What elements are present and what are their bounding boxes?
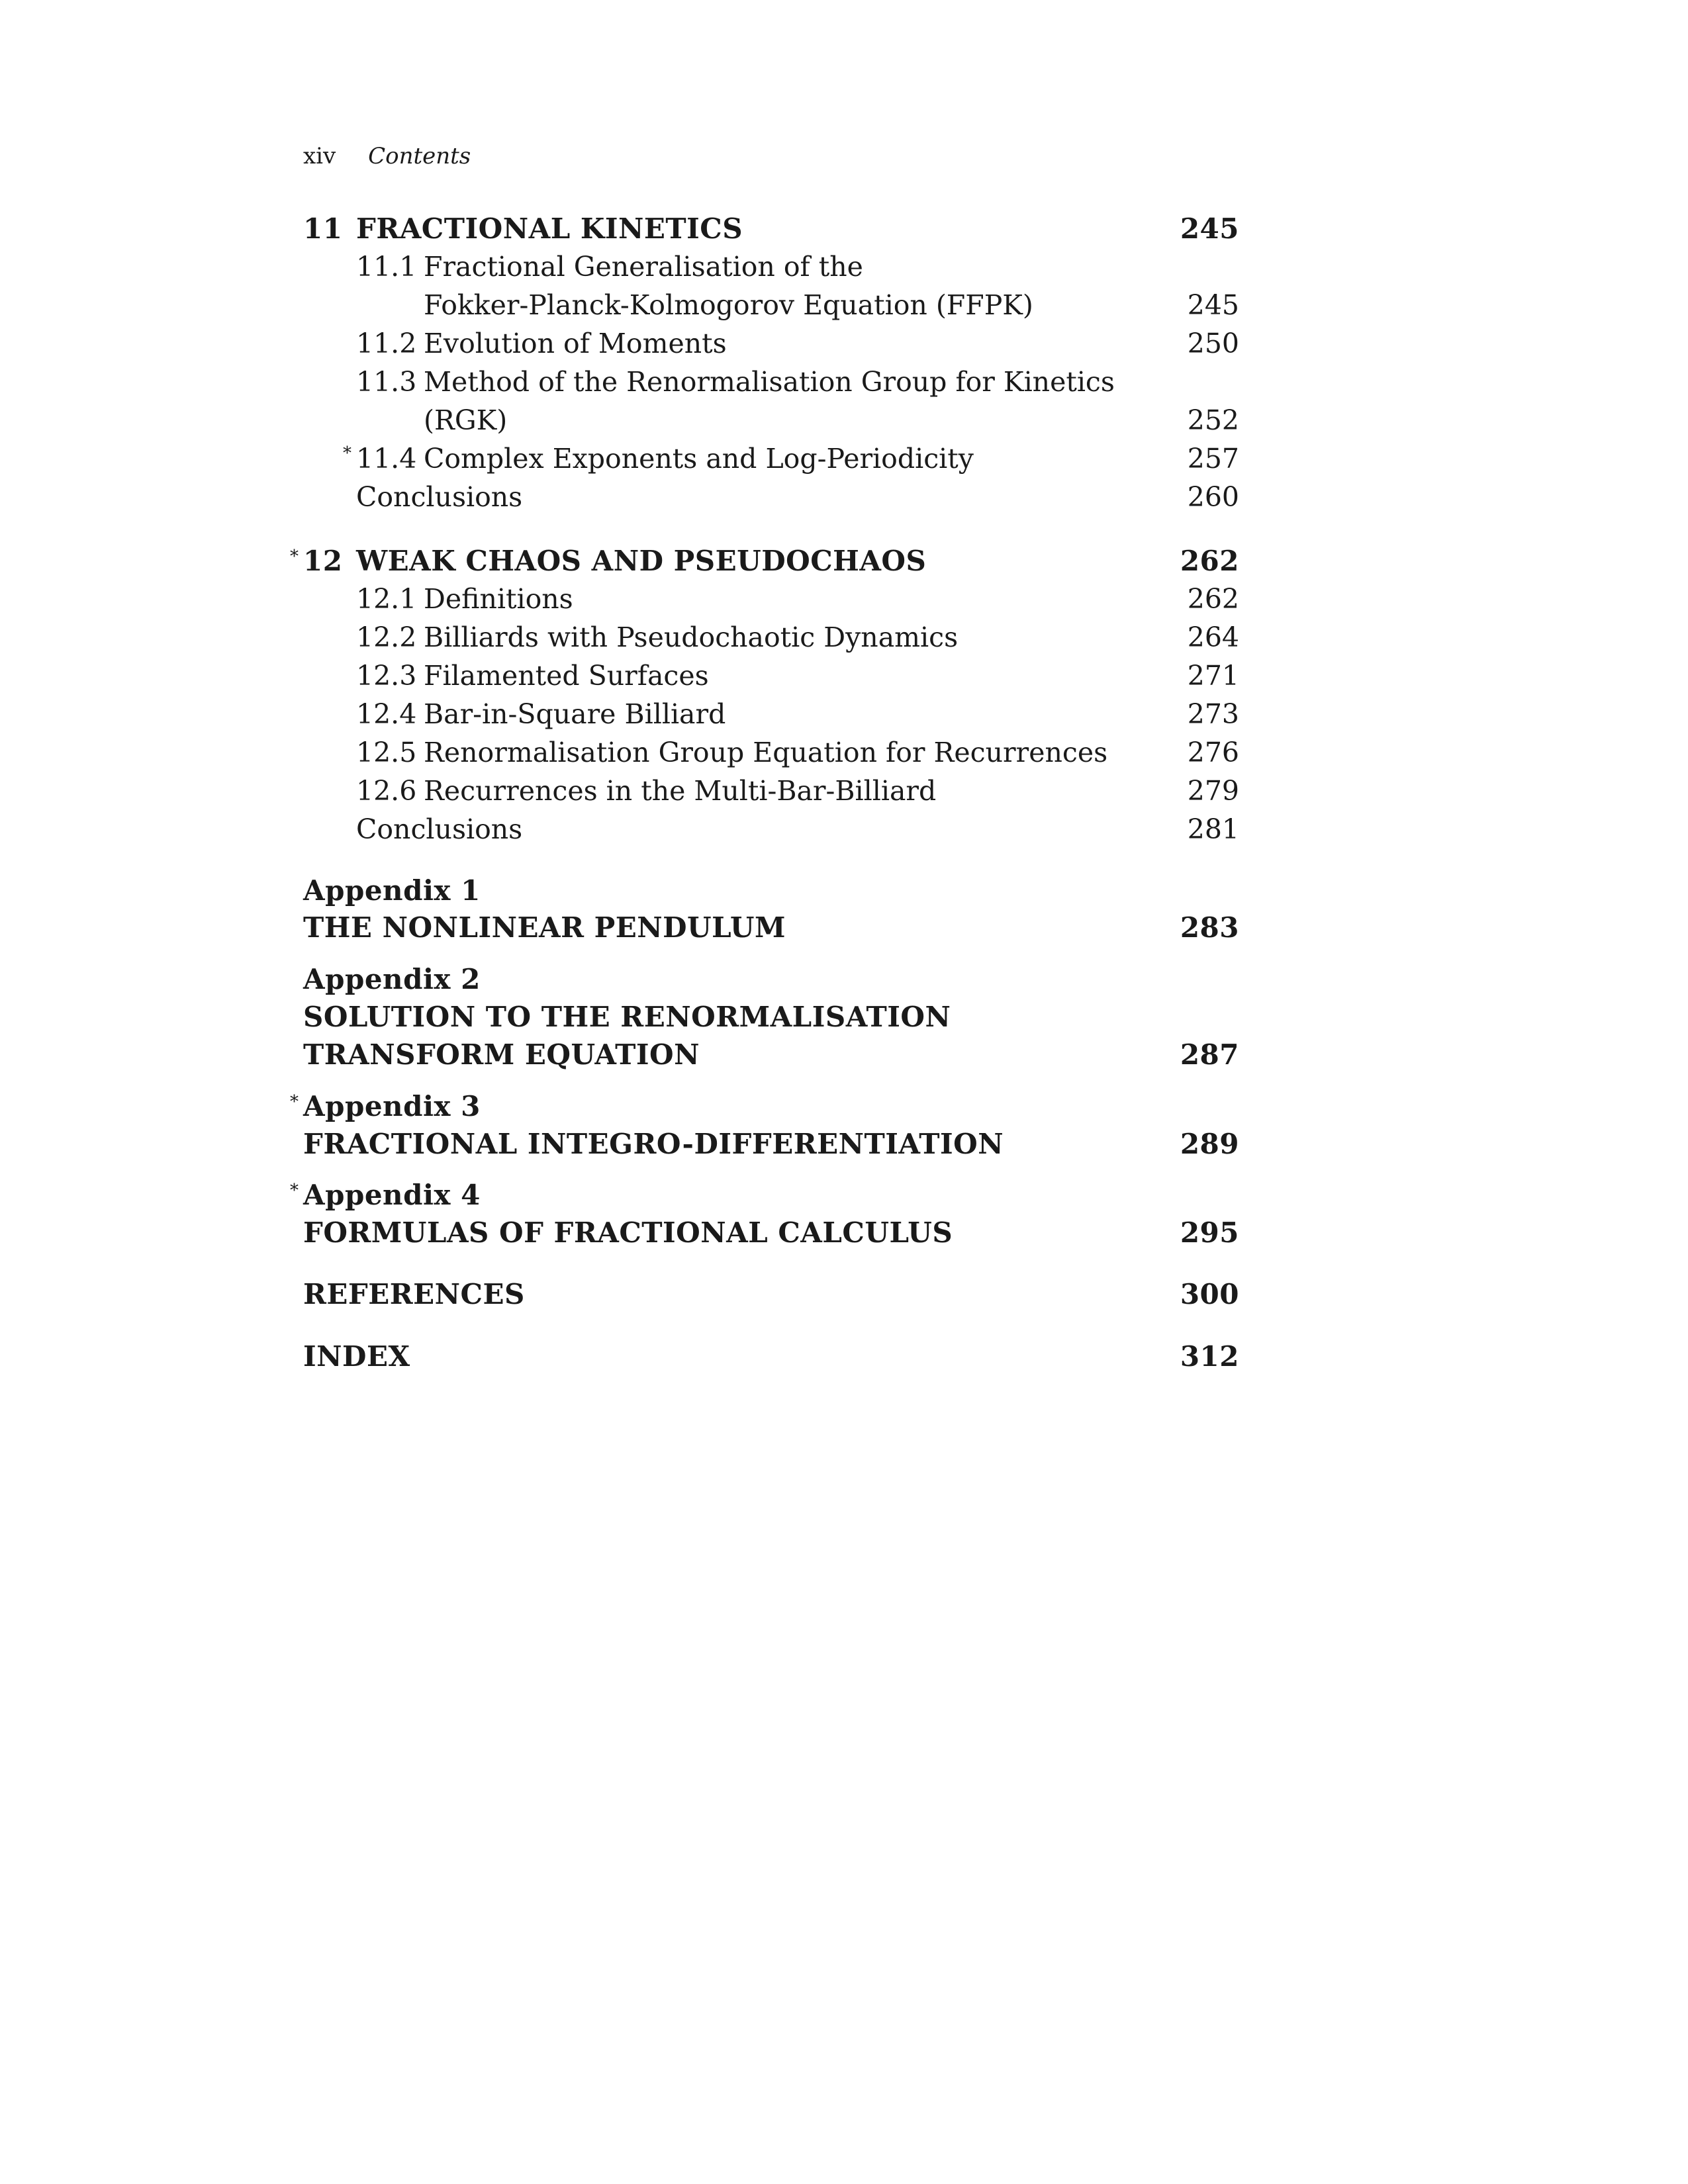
chapter-11-heading	[303, 210, 743, 248]
section-number: 12.5	[356, 737, 417, 768]
optional-star-marker: *	[343, 443, 352, 463]
section-title-text: Filamented Surfaces	[424, 660, 709, 692]
section-title-text: Complex Exponents and Log-Periodicity	[424, 443, 974, 475]
conclusions-title: Conclusions	[356, 481, 523, 513]
section-number: 11.2	[356, 328, 417, 359]
references-page: 300	[1180, 1278, 1239, 1310]
section-number: 11.4	[356, 443, 417, 475]
appendix-page: 289	[1180, 1128, 1239, 1160]
section-title	[356, 657, 709, 694]
section-title-line2: (RGK)	[424, 404, 508, 436]
section-page: 276	[1187, 737, 1239, 768]
optional-star-marker: *	[290, 1092, 299, 1112]
index-page: 312	[1180, 1340, 1239, 1373]
section-page: 250	[1187, 328, 1239, 359]
appendix-title-line: FORMULAS OF FRACTIONAL CALCULUS	[303, 1216, 953, 1249]
section-title-line2: Fokker-Planck-Kolmogorov Equation (FFPK)	[424, 289, 1033, 321]
section-title	[356, 248, 863, 285]
section-title-text: Definitions	[424, 583, 573, 615]
appendix-label: Appendix 2	[303, 963, 481, 995]
section-title	[356, 696, 726, 733]
section-number: 11.1	[356, 251, 417, 283]
appendix-title-line: THE NONLINEAR PENDULUM	[303, 911, 786, 944]
chapter-title: WEAK CHAOS AND PSEUDOCHAOS	[356, 545, 927, 577]
section-number: 12.4	[356, 698, 417, 730]
header-title: Contents	[368, 143, 471, 169]
section-page: 245	[1187, 289, 1239, 321]
section-number: 12.1	[356, 583, 417, 615]
appendix-title-line: SOLUTION TO THE RENORMALISATION	[303, 1001, 951, 1033]
section-number: 12.2	[356, 621, 417, 653]
appendix-title-line: TRANSFORM EQUATION	[303, 1038, 700, 1071]
section-title-text: Recurrences in the Multi-Bar-Billiard	[424, 775, 937, 807]
section-title-text: Renormalisation Group Equation for Recurrences	[424, 737, 1108, 768]
header-page-number: xiv	[303, 143, 336, 169]
section-page: 279	[1187, 775, 1239, 807]
conclusions-page: 260	[1187, 481, 1239, 513]
section-page: 264	[1187, 621, 1239, 653]
section-page: 257	[1187, 443, 1239, 475]
appendix-page: 295	[1180, 1216, 1239, 1249]
chapter-page: 245	[1180, 212, 1239, 245]
section-number: 12.6	[356, 775, 417, 807]
index-title: INDEX	[303, 1340, 410, 1373]
section-title	[356, 363, 1115, 400]
conclusions-title: Conclusions	[356, 813, 523, 845]
section-title	[356, 772, 936, 809]
references-title: REFERENCES	[303, 1278, 525, 1310]
appendix-label: Appendix 3	[303, 1090, 481, 1122]
appendix-page: 287	[1180, 1038, 1239, 1071]
section-title-line1: Fractional Generalisation of the	[424, 251, 863, 283]
section-title-text: Evolution of Moments	[424, 328, 727, 359]
appendix-label: Appendix 4	[303, 1179, 481, 1211]
conclusions-page: 281	[1187, 813, 1239, 845]
optional-star-marker: *	[290, 1181, 299, 1201]
section-title	[356, 580, 573, 617]
appendix-label: Appendix 1	[303, 874, 481, 907]
section-title-text: Billiards with Pseudochaotic Dynamics	[424, 621, 959, 653]
optional-star-marker: *	[290, 547, 299, 567]
section-page: 273	[1187, 698, 1239, 730]
running-header	[303, 142, 471, 171]
section-title	[356, 619, 958, 656]
section-number: 12.3	[356, 660, 417, 692]
appendix-page: 283	[1180, 911, 1239, 944]
section-title	[356, 734, 1107, 771]
section-title-text: Bar-in-Square Billiard	[424, 698, 726, 730]
section-title	[356, 325, 727, 362]
section-page: 271	[1187, 660, 1239, 692]
chapter-12-heading	[303, 543, 926, 580]
chapter-page: 262	[1180, 545, 1239, 577]
chapter-title: FRACTIONAL KINETICS	[356, 212, 743, 245]
section-number: 11.3	[356, 366, 417, 398]
chapter-number: 11	[303, 212, 343, 245]
section-title	[356, 440, 974, 477]
section-title-line1: Method of the Renormalisation Group for Kinetics	[424, 366, 1115, 398]
appendix-title-line: FRACTIONAL INTEGRO-DIFFERENTIATION	[303, 1128, 1004, 1160]
section-page: 252	[1187, 404, 1239, 436]
section-page: 262	[1187, 583, 1239, 615]
chapter-number: 12	[303, 545, 343, 577]
